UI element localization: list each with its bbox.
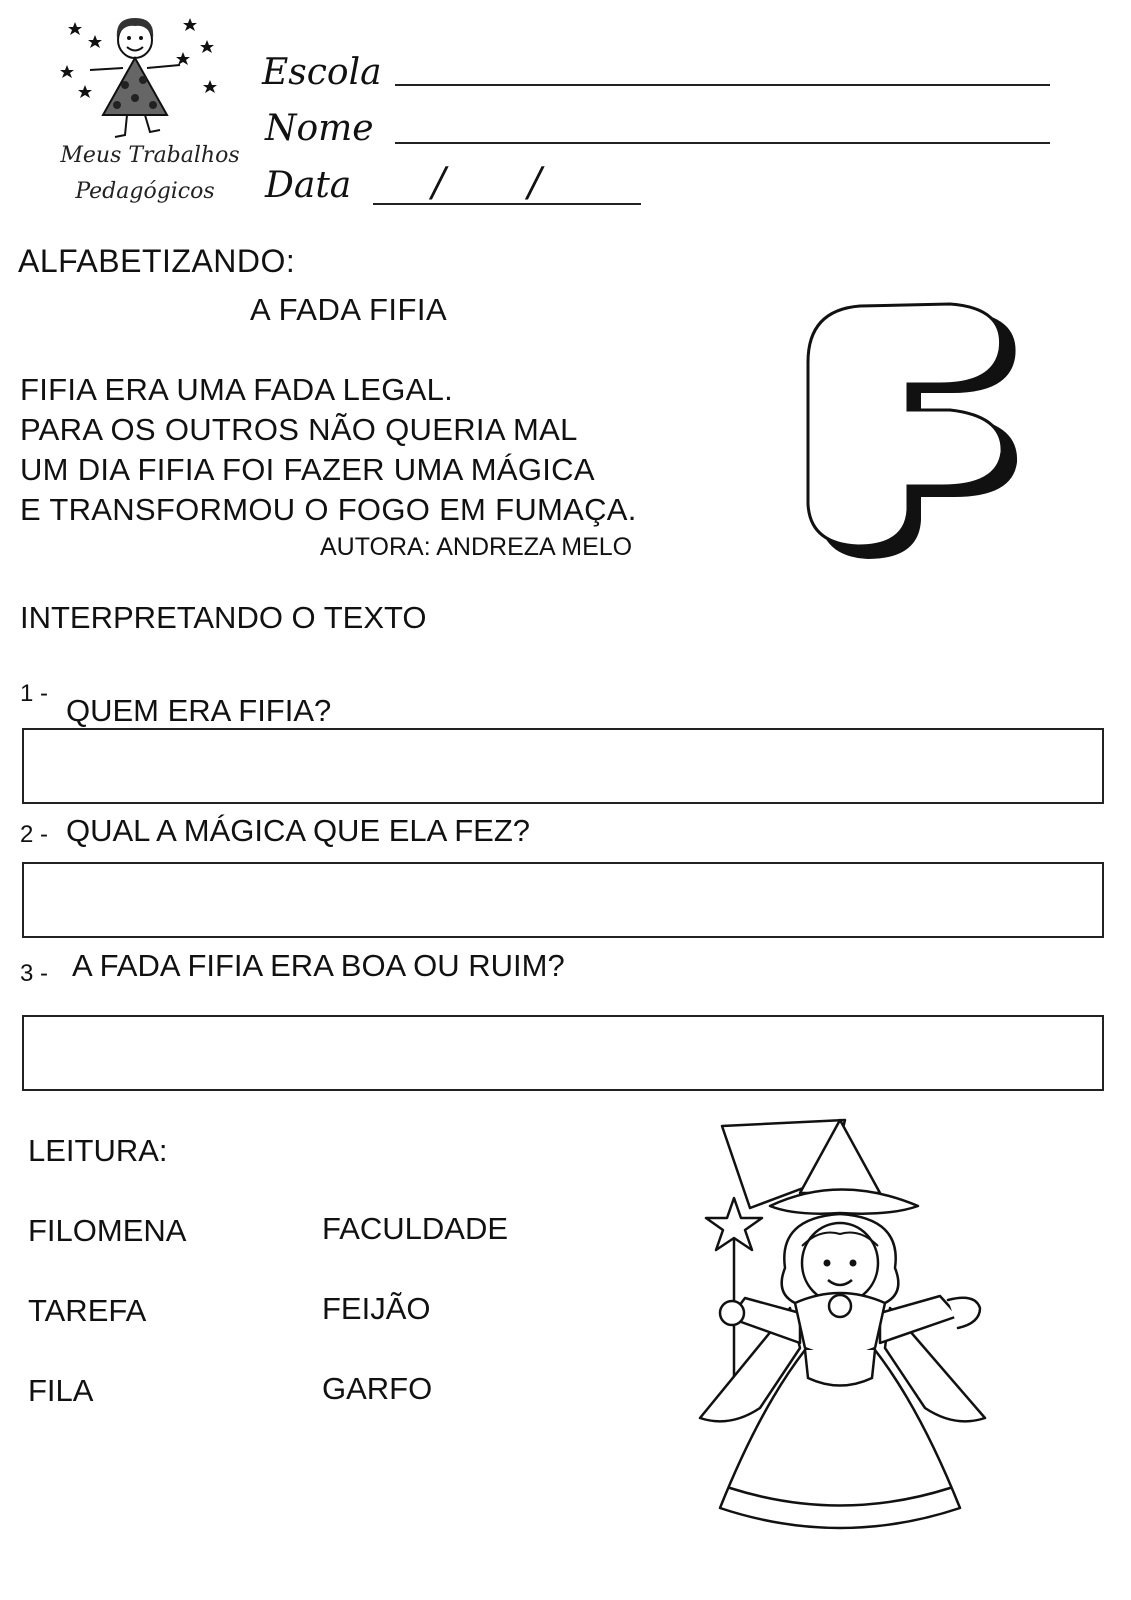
reading-word: GARFO	[322, 1371, 433, 1406]
reading-word: FEIJÃO	[322, 1291, 431, 1326]
date-slash-1: /	[432, 160, 446, 206]
question-1-number: 1 -	[20, 680, 49, 707]
answer-3-box[interactable]	[22, 1015, 1104, 1091]
logo-line2: Pedagógicos	[75, 179, 215, 204]
interpretation-title: INTERPRETANDO O TEXTO	[20, 600, 427, 635]
question-2-number: 2 -	[20, 821, 49, 848]
section-title: ALFABETIZANDO:	[18, 243, 296, 279]
question-3-number: 3 -	[20, 960, 49, 987]
name-label: Nome	[265, 108, 374, 149]
reading-word: FACULDADE	[322, 1211, 509, 1246]
school-label: Escola	[262, 52, 382, 93]
reading-word: TAREFA	[28, 1293, 147, 1328]
question-1-text: QUEM ERA FIFIA?	[66, 693, 332, 728]
reading-word: FILOMENA	[28, 1213, 187, 1248]
poem-line: UM DIA FIFIA FOI FAZER UMA MÁGICA	[20, 452, 595, 487]
answer-2-box[interactable]	[22, 862, 1104, 938]
date-label: Data	[265, 165, 352, 206]
poem-line: FIFIA ERA UMA FADA LEGAL.	[20, 372, 454, 407]
reading-word: FILA	[28, 1373, 94, 1408]
poem-author: AUTORA: ANDREZA MELO	[320, 533, 633, 561]
answer-1-box[interactable]	[22, 728, 1104, 804]
letter-f-bubble-icon	[792, 300, 1032, 560]
poem-body	[20, 370, 637, 530]
fairy-princess-icon	[690, 1118, 1000, 1548]
reading-title: LEITURA:	[28, 1133, 168, 1168]
fairy-girl-logo-icon	[55, 10, 225, 145]
poem-line: PARA OS OUTROS NÃO QUERIA MAL	[20, 412, 578, 447]
poem-line: E TRANSFORMOU O FOGO EM FUMAÇA.	[20, 492, 637, 527]
school-line[interactable]	[395, 84, 1050, 86]
date-slash-2: /	[528, 160, 542, 206]
name-line[interactable]	[395, 142, 1050, 144]
question-3-text: A FADA FIFIA ERA BOA OU RUIM?	[72, 948, 565, 983]
logo-line1: Meus Trabalhos	[60, 143, 240, 168]
question-2-text: QUAL A MÁGICA QUE ELA FEZ?	[66, 813, 531, 848]
date-line[interactable]	[373, 203, 641, 205]
poem-title: A FADA FIFIA	[250, 292, 448, 327]
